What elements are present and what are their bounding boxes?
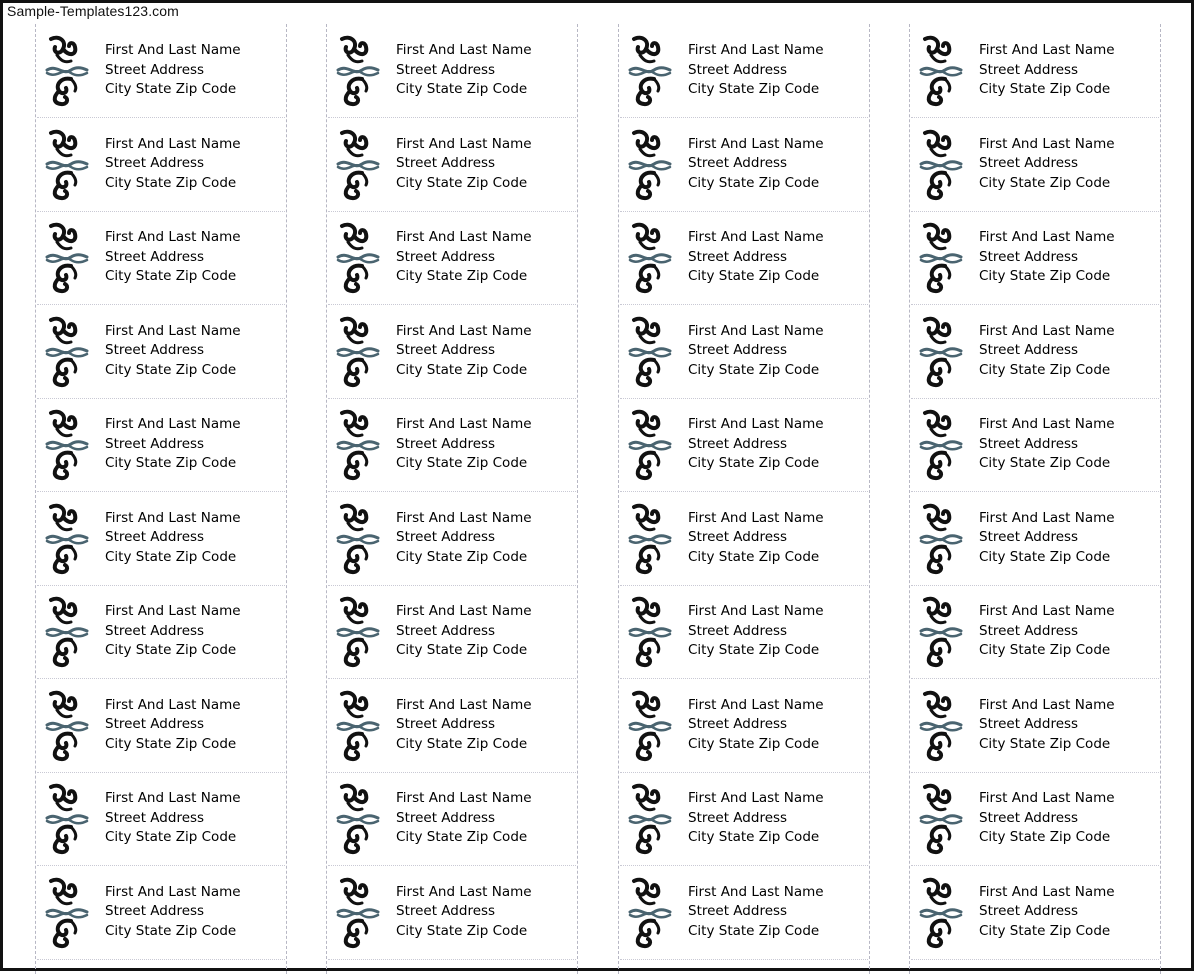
street-address-line: Street Address	[396, 903, 496, 919]
address-block	[396, 135, 532, 194]
scroll-flourish-icon	[919, 127, 963, 201]
address-block	[688, 228, 824, 287]
city-state-zip-line: City State Zip Code	[688, 174, 820, 191]
street-address-line: Street Address	[688, 61, 788, 78]
scroll-flourish-icon	[336, 314, 380, 388]
address-block	[688, 41, 824, 100]
street-address-line: Street Address	[396, 248, 496, 265]
name-line: First And Last Name	[396, 883, 532, 900]
name-line: First And Last Name	[688, 509, 824, 526]
address-block	[396, 789, 532, 848]
street-address-line: Street Address	[979, 248, 1079, 265]
scroll-flourish-icon	[919, 501, 963, 575]
address-block	[979, 789, 1115, 848]
scroll-flourish-icon	[336, 594, 380, 668]
address-block	[105, 883, 241, 942]
scroll-flourish-icon	[628, 875, 672, 949]
street-address-line: Street Address	[105, 716, 205, 732]
address-label	[37, 119, 285, 212]
scroll-flourish-icon	[45, 314, 89, 388]
scroll-flourish-icon	[45, 127, 89, 201]
address-block	[396, 322, 532, 381]
address-label	[328, 119, 576, 212]
city-state-zip-line: City State Zip Code	[396, 81, 528, 97]
name-line: First And Last Name	[979, 883, 1115, 900]
scroll-flourish-icon	[336, 33, 380, 107]
name-line: First And Last Name	[105, 322, 241, 339]
street-address-line: Street Address	[979, 529, 1079, 545]
name-line: First And Last Name	[688, 790, 824, 806]
city-state-zip-line: City State Zip Code	[979, 361, 1111, 378]
address-label	[37, 306, 285, 399]
street-address-line: Street Address	[396, 61, 496, 78]
name-line: First And Last Name	[979, 322, 1115, 339]
city-state-zip-line: City State Zip Code	[105, 81, 237, 97]
scroll-flourish-icon	[45, 220, 89, 294]
address-label	[37, 25, 285, 118]
address-label	[328, 586, 576, 679]
address-block	[688, 322, 824, 381]
address-block	[688, 509, 824, 568]
scroll-flourish-icon	[919, 407, 963, 481]
city-state-zip-line: City State Zip Code	[396, 268, 528, 284]
name-line: First And Last Name	[105, 42, 241, 58]
site-watermark: Sample-Templates123.com	[7, 3, 179, 19]
city-state-zip-line: City State Zip Code	[979, 642, 1111, 658]
address-label	[620, 25, 868, 118]
address-label	[911, 399, 1159, 492]
scroll-flourish-icon	[336, 875, 380, 949]
name-line: First And Last Name	[688, 696, 824, 713]
street-address-line: Street Address	[979, 435, 1079, 452]
name-line: First And Last Name	[396, 229, 532, 245]
name-line: First And Last Name	[688, 135, 824, 152]
address-block	[979, 322, 1115, 381]
name-line: First And Last Name	[979, 603, 1115, 619]
city-state-zip-line: City State Zip Code	[396, 829, 528, 845]
address-label	[620, 773, 868, 866]
address-label	[911, 867, 1159, 960]
street-address-line: Street Address	[688, 903, 788, 919]
scroll-flourish-icon	[628, 33, 672, 107]
address-label	[620, 586, 868, 679]
name-line: First And Last Name	[105, 696, 241, 713]
street-address-line: Street Address	[396, 809, 496, 826]
name-line: First And Last Name	[105, 229, 241, 245]
street-address-line: Street Address	[979, 809, 1079, 826]
name-line: First And Last Name	[396, 696, 532, 713]
city-state-zip-line: City State Zip Code	[396, 922, 528, 939]
address-label	[328, 25, 576, 118]
scroll-flourish-icon	[628, 407, 672, 481]
address-label	[620, 867, 868, 960]
scroll-flourish-icon	[919, 875, 963, 949]
address-block	[688, 135, 824, 194]
address-label	[620, 119, 868, 212]
address-block	[979, 41, 1115, 100]
name-line: First And Last Name	[396, 416, 532, 432]
city-state-zip-line: City State Zip Code	[688, 548, 820, 565]
scroll-flourish-icon	[45, 501, 89, 575]
city-state-zip-line: City State Zip Code	[979, 548, 1111, 565]
name-line: First And Last Name	[105, 509, 241, 526]
name-line: First And Last Name	[688, 229, 824, 245]
address-label	[328, 680, 576, 773]
street-address-line: Street Address	[105, 342, 205, 358]
address-label	[37, 399, 285, 492]
scroll-flourish-icon	[628, 314, 672, 388]
name-line: First And Last Name	[688, 322, 824, 339]
label-column-4	[909, 24, 1161, 974]
address-block	[979, 415, 1115, 474]
address-label	[911, 306, 1159, 399]
scroll-flourish-icon	[628, 220, 672, 294]
street-address-line: Street Address	[396, 155, 496, 171]
city-state-zip-line: City State Zip Code	[979, 174, 1111, 191]
address-block	[979, 602, 1115, 661]
scroll-flourish-icon	[919, 781, 963, 855]
address-label	[328, 493, 576, 586]
address-block	[979, 135, 1115, 194]
address-block	[688, 789, 824, 848]
city-state-zip-line: City State Zip Code	[396, 642, 528, 658]
city-state-zip-line: City State Zip Code	[396, 361, 528, 378]
city-state-zip-line: City State Zip Code	[105, 735, 237, 752]
scroll-flourish-icon	[628, 501, 672, 575]
address-block	[396, 602, 532, 661]
address-block	[105, 228, 241, 287]
city-state-zip-line: City State Zip Code	[688, 455, 820, 471]
city-state-zip-line: City State Zip Code	[105, 642, 237, 658]
address-block	[688, 696, 824, 755]
street-address-line: Street Address	[688, 155, 788, 171]
address-block	[396, 41, 532, 100]
name-line: First And Last Name	[105, 883, 241, 900]
city-state-zip-line: City State Zip Code	[396, 735, 528, 752]
city-state-zip-line: City State Zip Code	[979, 829, 1111, 845]
scroll-flourish-icon	[336, 688, 380, 762]
street-address-line: Street Address	[979, 716, 1079, 732]
name-line: First And Last Name	[979, 135, 1115, 152]
scroll-flourish-icon	[628, 688, 672, 762]
name-line: First And Last Name	[688, 603, 824, 619]
city-state-zip-line: City State Zip Code	[396, 174, 528, 191]
street-address-line: Street Address	[105, 809, 205, 826]
address-block	[105, 322, 241, 381]
street-address-line: Street Address	[396, 342, 496, 358]
name-line: First And Last Name	[688, 883, 824, 900]
address-block	[396, 415, 532, 474]
address-block	[979, 883, 1115, 942]
scroll-flourish-icon	[45, 781, 89, 855]
street-address-line: Street Address	[979, 342, 1079, 358]
scroll-flourish-icon	[628, 127, 672, 201]
street-address-line: Street Address	[979, 155, 1079, 171]
address-block	[105, 789, 241, 848]
address-block	[979, 228, 1115, 287]
city-state-zip-line: City State Zip Code	[688, 922, 820, 939]
city-state-zip-line: City State Zip Code	[979, 268, 1111, 284]
city-state-zip-line: City State Zip Code	[105, 268, 237, 284]
scroll-flourish-icon	[45, 875, 89, 949]
city-state-zip-line: City State Zip Code	[105, 922, 237, 939]
address-block	[396, 696, 532, 755]
city-state-zip-line: City State Zip Code	[396, 455, 528, 471]
name-line: First And Last Name	[979, 696, 1115, 713]
name-line: First And Last Name	[396, 322, 532, 339]
address-label	[328, 773, 576, 866]
street-address-line: Street Address	[105, 248, 205, 265]
street-address-line: Street Address	[688, 435, 788, 452]
street-address-line: Street Address	[396, 622, 496, 639]
city-state-zip-line: City State Zip Code	[105, 455, 237, 471]
address-label	[620, 493, 868, 586]
city-state-zip-line: City State Zip Code	[396, 548, 528, 565]
address-label	[911, 586, 1159, 679]
name-line: First And Last Name	[396, 135, 532, 152]
city-state-zip-line: City State Zip Code	[979, 455, 1111, 471]
street-address-line: Street Address	[979, 903, 1079, 919]
city-state-zip-line: City State Zip Code	[688, 361, 820, 378]
name-line: First And Last Name	[396, 790, 532, 806]
name-line: First And Last Name	[105, 790, 241, 806]
city-state-zip-line: City State Zip Code	[688, 642, 820, 658]
street-address-line: Street Address	[979, 622, 1079, 639]
street-address-line: Street Address	[105, 529, 205, 545]
scroll-flourish-icon	[628, 781, 672, 855]
address-label	[37, 680, 285, 773]
scroll-flourish-icon	[336, 407, 380, 481]
scroll-flourish-icon	[628, 594, 672, 668]
address-label	[620, 212, 868, 305]
address-label	[911, 119, 1159, 212]
scroll-flourish-icon	[336, 501, 380, 575]
address-block	[105, 415, 241, 474]
name-line: First And Last Name	[396, 509, 532, 526]
scroll-flourish-icon	[919, 594, 963, 668]
street-address-line: Street Address	[688, 342, 788, 358]
address-block	[396, 883, 532, 942]
scroll-flourish-icon	[919, 688, 963, 762]
name-line: First And Last Name	[979, 42, 1115, 58]
street-address-line: Street Address	[396, 529, 496, 545]
name-line: First And Last Name	[105, 135, 241, 152]
scroll-flourish-icon	[336, 781, 380, 855]
address-block	[979, 509, 1115, 568]
address-label	[911, 680, 1159, 773]
street-address-line: Street Address	[396, 716, 496, 732]
name-line: First And Last Name	[105, 603, 241, 619]
address-label	[911, 773, 1159, 866]
city-state-zip-line: City State Zip Code	[979, 735, 1111, 752]
address-block	[105, 509, 241, 568]
name-line: First And Last Name	[688, 416, 824, 432]
address-block	[688, 602, 824, 661]
address-label	[911, 25, 1159, 118]
name-line: First And Last Name	[979, 229, 1115, 245]
city-state-zip-line: City State Zip Code	[105, 548, 237, 565]
scroll-flourish-icon	[45, 594, 89, 668]
scroll-flourish-icon	[919, 314, 963, 388]
scroll-flourish-icon	[336, 220, 380, 294]
street-address-line: Street Address	[688, 809, 788, 826]
label-column-1	[35, 24, 287, 974]
address-block	[396, 228, 532, 287]
scroll-flourish-icon	[919, 33, 963, 107]
address-label	[37, 586, 285, 679]
address-label	[37, 773, 285, 866]
address-block	[979, 696, 1115, 755]
address-block	[396, 509, 532, 568]
city-state-zip-line: City State Zip Code	[688, 81, 820, 97]
address-block	[105, 135, 241, 194]
city-state-zip-line: City State Zip Code	[688, 268, 820, 284]
address-label	[620, 680, 868, 773]
street-address-line: Street Address	[688, 622, 788, 639]
city-state-zip-line: City State Zip Code	[979, 922, 1111, 939]
street-address-line: Street Address	[105, 903, 205, 919]
name-line: First And Last Name	[979, 416, 1115, 432]
address-label	[37, 493, 285, 586]
address-label	[37, 212, 285, 305]
street-address-line: Street Address	[105, 155, 205, 171]
address-block	[688, 415, 824, 474]
scroll-flourish-icon	[919, 220, 963, 294]
address-label	[328, 306, 576, 399]
address-block	[105, 696, 241, 755]
street-address-line: Street Address	[105, 622, 205, 639]
city-state-zip-line: City State Zip Code	[688, 735, 820, 752]
address-block	[105, 41, 241, 100]
city-state-zip-line: City State Zip Code	[105, 829, 237, 845]
street-address-line: Street Address	[688, 716, 788, 732]
address-label	[37, 867, 285, 960]
address-label	[328, 867, 576, 960]
street-address-line: Street Address	[105, 61, 205, 78]
street-address-line: Street Address	[979, 61, 1079, 78]
scroll-flourish-icon	[45, 33, 89, 107]
name-line: First And Last Name	[979, 790, 1115, 806]
scroll-flourish-icon	[336, 127, 380, 201]
city-state-zip-line: City State Zip Code	[105, 174, 237, 191]
label-column-3	[618, 24, 870, 974]
name-line: First And Last Name	[396, 603, 532, 619]
address-label	[620, 306, 868, 399]
address-label	[911, 212, 1159, 305]
address-block	[688, 883, 824, 942]
city-state-zip-line: City State Zip Code	[979, 81, 1111, 97]
label-column-2	[326, 24, 578, 974]
street-address-line: Street Address	[688, 248, 788, 265]
scroll-flourish-icon	[45, 688, 89, 762]
address-label	[911, 493, 1159, 586]
scroll-flourish-icon	[45, 407, 89, 481]
city-state-zip-line: City State Zip Code	[688, 829, 820, 845]
address-label	[620, 399, 868, 492]
address-block	[105, 602, 241, 661]
name-line: First And Last Name	[979, 509, 1115, 526]
street-address-line: Street Address	[396, 435, 496, 452]
street-address-line: Street Address	[688, 529, 788, 545]
address-label	[328, 399, 576, 492]
name-line: First And Last Name	[105, 416, 241, 432]
name-line: First And Last Name	[688, 42, 824, 58]
city-state-zip-line: City State Zip Code	[105, 361, 237, 378]
street-address-line: Street Address	[105, 435, 205, 452]
name-line: First And Last Name	[396, 42, 532, 58]
address-label	[328, 212, 576, 305]
